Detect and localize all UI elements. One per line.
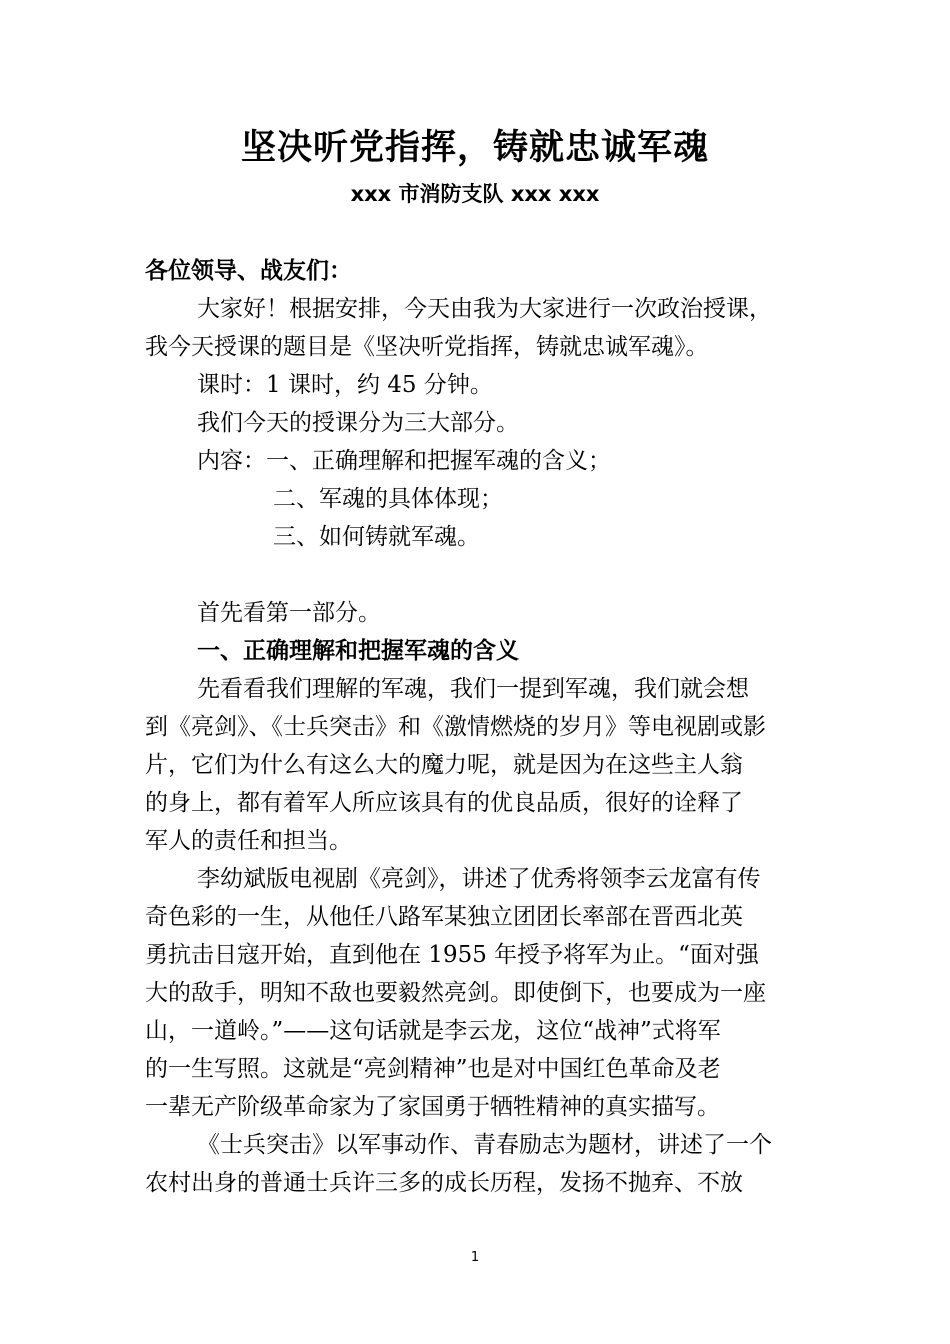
text-line: 内容：一、正确理解和把握军魂的含义； bbox=[197, 448, 611, 474]
text-line: 先看看我们理解的军魂，我们一提到军魂，我们就会想 bbox=[197, 676, 749, 702]
text-line: 二、军魂的具体体现； bbox=[273, 486, 503, 512]
text-line: 我们今天的授课分为三大部分。 bbox=[197, 410, 519, 436]
text-line: 李幼斌版电视剧《亮剑》，讲述了优秀将领李云龙富有传 bbox=[197, 866, 761, 892]
blank-line bbox=[145, 556, 815, 594]
text-line: 到《亮剑》、《士兵突击》和《激情燃烧的岁月》等电视剧或影 bbox=[145, 714, 766, 740]
text-line: 军人的责任和担当。 bbox=[145, 828, 352, 854]
heading-line: 一、正确理解和把握军魂的含义 bbox=[197, 638, 519, 664]
text-line: 三、如何铸就军魂。 bbox=[273, 524, 480, 550]
text-line: 的身上，都有着军人所应该具有的优良品质，很好的诠释了 bbox=[145, 790, 743, 816]
text-line: 奇色彩的一生，从他任八路军某独立团团长率部在晋西北英 bbox=[145, 904, 743, 930]
text-line: 山，一道岭。”——这句话就是李云龙，这位“战神”式将军 bbox=[145, 1018, 721, 1044]
page-number: 1 bbox=[470, 1250, 480, 1265]
document-title: 坚决听党指挥，铸就忠诚军魂 bbox=[240, 128, 709, 168]
document-body bbox=[145, 252, 815, 1202]
text-line: 《士兵突击》以军事动作、青春励志为题材，讲述了一个 bbox=[197, 1132, 772, 1158]
text-line: 课时：1 课时，约 45 分钟。 bbox=[197, 372, 493, 398]
heading-line: 各位领导、战友们： bbox=[145, 258, 352, 284]
text-line: 首先看第一部分。 bbox=[197, 600, 381, 626]
text-line: 片，它们为什么有这么大的魔力呢，就是因为在这些主人翁 bbox=[145, 752, 743, 778]
text-line: 大家好！根据安排，今天由我为大家进行一次政治授课， bbox=[197, 296, 772, 322]
document-author: xxx 市消防支队 xxx xxx bbox=[350, 182, 600, 206]
text-line: 勇抗击日寇开始，直到他在 1955 年授予将军为止。“面对强 bbox=[145, 942, 759, 968]
text-line: 一辈无产阶级革命家为了家国勇于牺牲精神的真实描写。 bbox=[145, 1094, 720, 1120]
text-line: 我今天授课的题目是《坚决听党指挥，铸就忠诚军魂》。 bbox=[145, 334, 709, 360]
text-line: 的一生写照。这就是“亮剑精神”也是对中国红色革命及老 bbox=[145, 1056, 721, 1082]
text-line: 农村出身的普通士兵许三多的成长历程，发扬不抛弃、不放 bbox=[145, 1170, 743, 1196]
text-line: 大的敌手，明知不敌也要毅然亮剑。即使倒下，也要成为一座 bbox=[145, 980, 766, 1006]
